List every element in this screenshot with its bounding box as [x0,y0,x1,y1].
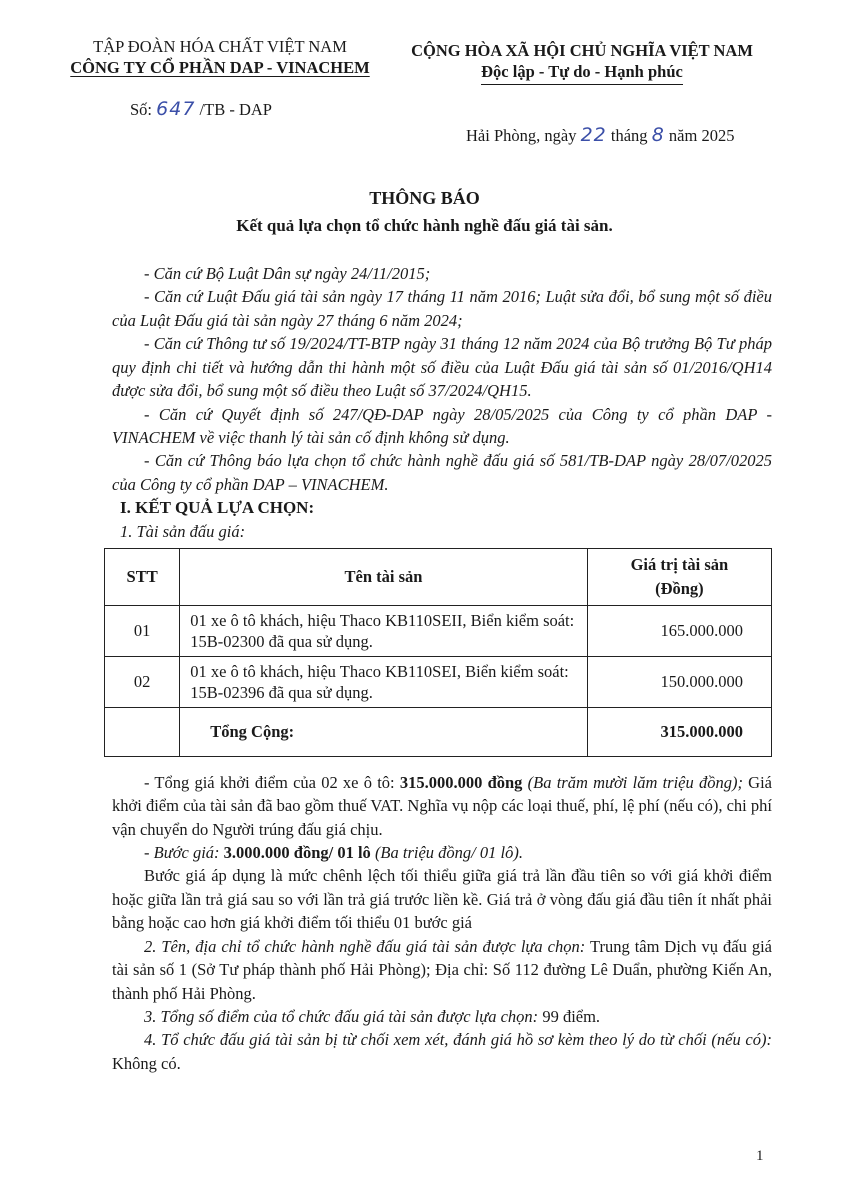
total-value: 315.000.000 [587,707,771,756]
row-name: 01 xe ô tô khách, hiệu Thaco KB110SEI, Biển kiểm soát: 15B-02396 đã qua sử dụng. [180,656,588,707]
document-body [112,262,772,1075]
table-total-row [105,707,772,756]
row-stt: 02 [105,656,180,707]
basis-1: - Căn cứ Bộ Luật Dân sự ngày 24/11/2015; [144,264,431,283]
header-left [60,36,380,78]
page-number: 1 [756,1148,764,1164]
col-value: Giá trị tài sản (Đồng) [587,548,771,605]
handwritten-month: 8 [651,124,665,146]
parent-org: TẬP ĐOÀN HÓA CHẤT VIỆT NAM [93,37,347,56]
row-name: 01 xe ô tô khách, hiệu Thaco KB110SEII, Biển kiểm soát: 15B-02300 đã qua sử dụng. [180,605,588,656]
table-row [105,656,772,707]
date-line: Hải Phòng, ngày 22 tháng 8 năm 2025 [466,124,735,146]
asset-table [104,548,772,757]
item-4-paragraph: 4. Tổ chức đấu giá tài sản bị từ chối xem xét, đánh giá hồ sơ kèm theo lý do từ chối (nếu có): Không có. [112,1030,772,1073]
total-label: Tổng Cộng: [180,707,588,756]
bid-step-paragraph: - Bước giá: 3.000.000 đồng/ 01 lô (Ba triệu đồng/ 01 lô). [144,843,523,863]
table-header-row [105,548,772,605]
col-name: Tên tài sản [180,548,588,605]
basis-4: - Căn cứ Quyết định số 247/QĐ-DAP ngày 28/05/2025 của Công ty cổ phần DAP - VINACHEM về việc thanh lý tài sản cố định không sử dụng. [112,404,772,447]
handwritten-day: 22 [580,124,607,146]
document-number: Số: 647 /TB - DAP [130,98,272,120]
item-2-paragraph: 2. Tên, địa chỉ tổ chức hành nghề đấu giá tài sản được lựa chọn: Trung tâm Dịch vụ đấu giá tài sản số 1 (Sở Tư pháp thành phố Hải Phòng); Địa chỉ: Số 112 đường Lê Duẩn, phường Kiến An, thành phố Hải Phòng. [112,936,772,1003]
motto: Độc lập - Tự do - Hạnh phúc [481,61,683,84]
item-1-label: 1. Tài sản đấu giá: [120,522,246,542]
section-heading: I. KẾT QUẢ LỰA CHỌN: [120,498,315,518]
basis-5: - Căn cứ Thông báo lựa chọn tổ chức hành nghề đấu giá số 581/TB-DAP ngày 28/07/02025 của Công ty cổ phần DAP – VINACHEM. [112,451,772,494]
bid-step-description: Bước giá áp dụng là mức chênh lệch tối thiểu giữa giá trả lần đầu tiên so với giá khởi điểm hoặc giữa lần trả giá sau so với lần trả giá trước liền kề. Giá trả ở vòng đấu giá đầu tiên ít nhất phải bằng hoặc cao hơn giá khởi điểm tối thiểu 01 bước giá [112,866,772,933]
basis-3: - Căn cứ Thông tư số 19/2024/TT-BTP ngày 31 tháng 12 năm 2024 của Bộ trưởng Bộ Tư pháp quy định chi tiết và hướng dẫn thi hành một số điều của Luật Đấu giá tài sản số 01/2016/QH14 được sửa đổi, bổ sung một số điều theo Luật số 37/2024/QH15. [112,334,772,401]
nation-title: CỘNG HÒA XÃ HỘI CHỦ NGHĨA VIỆT NAM [411,41,753,60]
item-3-paragraph: 3. Tổng số điểm của tổ chức đấu giá tài sản được lựa chọn: 99 điểm. [144,1006,601,1026]
row-stt: 01 [105,605,180,656]
handwritten-number: 647 [156,98,196,120]
header-right [392,40,772,85]
document-subtitle: Kết quả lựa chọn tổ chức hành nghề đấu giá tài sản. [236,216,613,235]
total-price-paragraph: - Tổng giá khởi điểm của 02 xe ô tô: 315.000.000 đồng (Ba trăm mười lăm triệu đồng); Giá khởi điểm của tài sản đã bao gồm thuế VAT. Nghĩa vụ nộp các loại thuế, phí, lệ phí (nếu có), chi phí vận chuyển do Người trúng đấu giá chịu. [112,772,772,839]
company-name: CÔNG TY CỔ PHẦN DAP - VINACHEM [70,58,370,78]
row-value: 150.000.000 [587,656,771,707]
col-stt: STT [105,548,180,605]
document-title: THÔNG BÁO [369,188,480,208]
row-value: 165.000.000 [587,605,771,656]
table-row [105,605,772,656]
basis-2: - Căn cứ Luật Đấu giá tài sản ngày 17 tháng 11 năm 2016; Luật sửa đổi, bổ sung một số điều của Luật Đấu giá tài sản ngày 27 tháng 6 năm 2024; [112,287,772,330]
